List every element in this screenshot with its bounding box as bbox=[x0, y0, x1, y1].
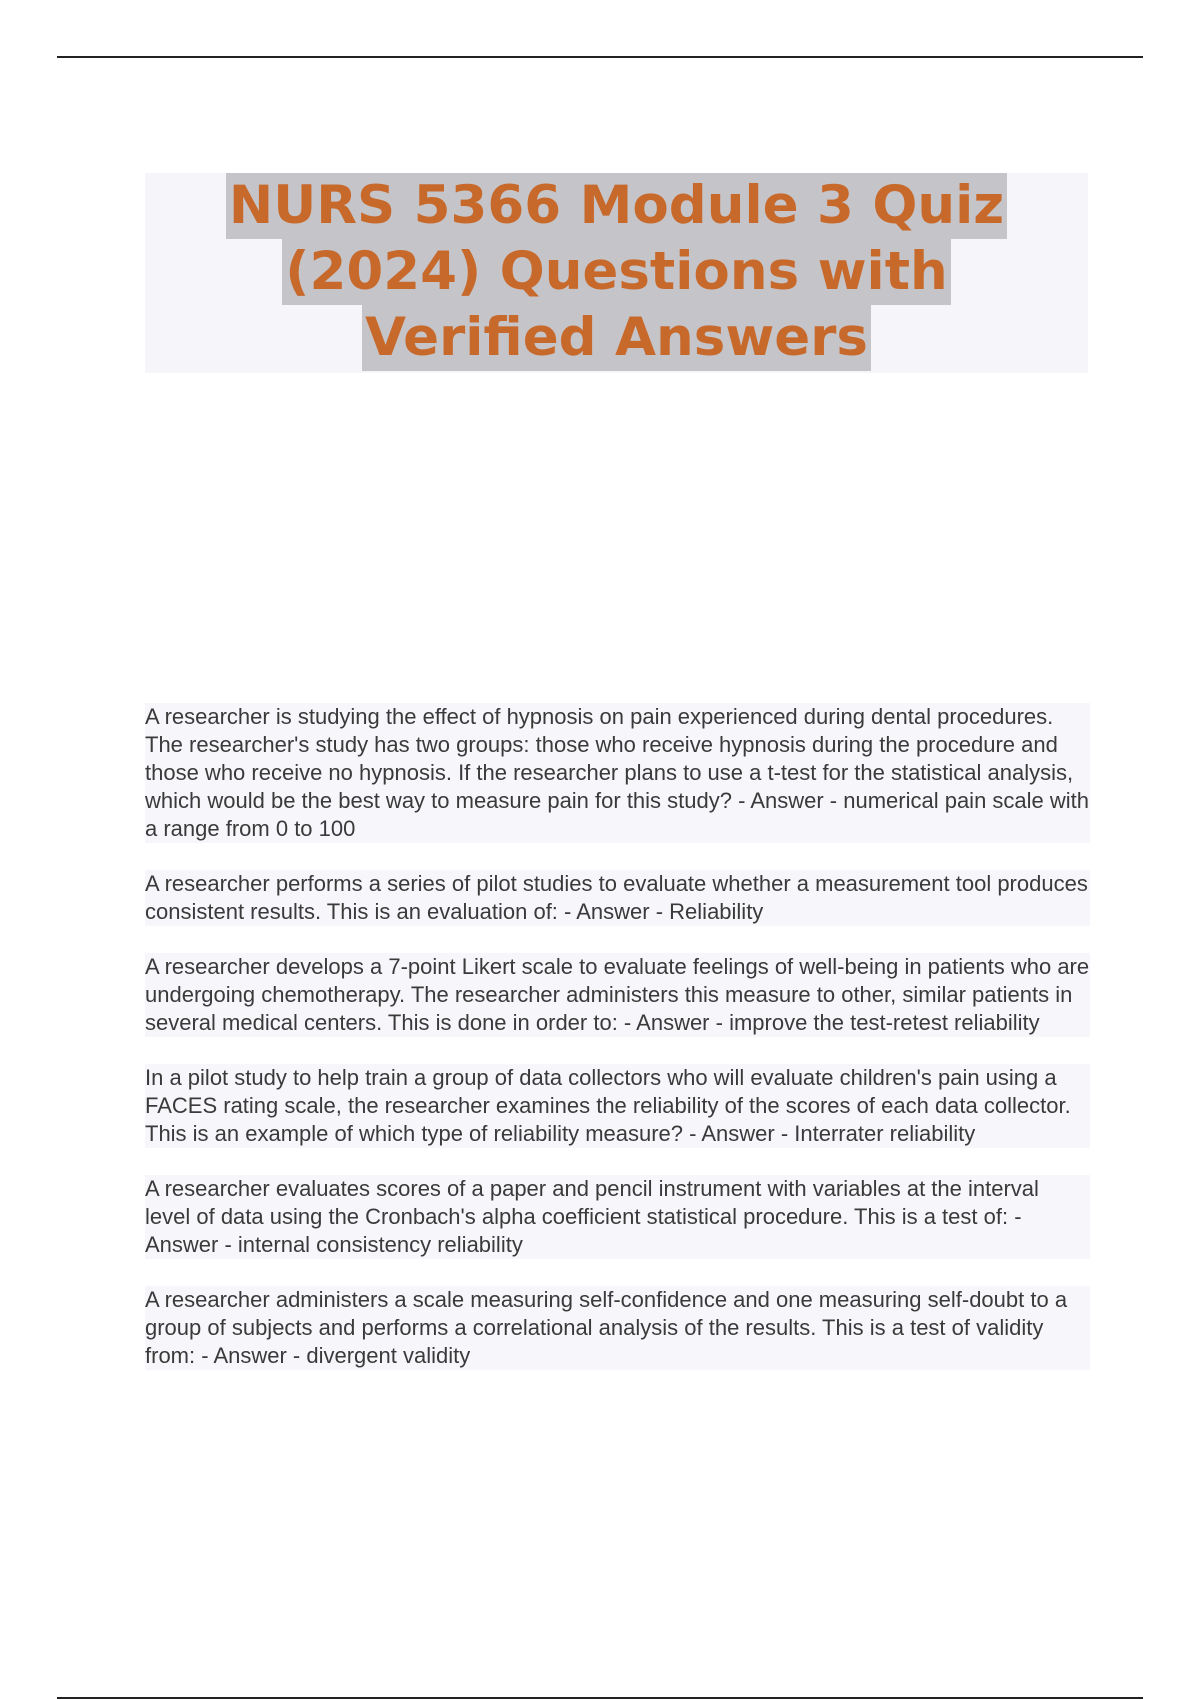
qa-item: A researcher performs a series of pilot studies to evaluate whether a measurement tool produces consistent results. This is an evaluation of: - Answer - Reliability bbox=[145, 870, 1090, 926]
top-rule bbox=[57, 56, 1143, 58]
title-text: Verified Answers bbox=[362, 305, 871, 371]
document-title bbox=[145, 173, 1088, 373]
qa-item: A researcher administers a scale measuring self-confidence and one measuring self-doubt to a group of subjects and performs a correlational analysis of the results. This is a test of validity from: - Answer - divergent validity bbox=[145, 1286, 1090, 1370]
qa-item: In a pilot study to help train a group of data collectors who will evaluate children's pain using a FACES rating scale, the researcher examines the reliability of the scores of each data collector. This is an example of which type of reliability measure? - Answer - Interrater reliability bbox=[145, 1064, 1090, 1148]
title-line bbox=[145, 173, 1088, 239]
title-text: (2024) Questions with bbox=[282, 239, 951, 305]
title-line bbox=[145, 239, 1088, 305]
qa-item: A researcher is studying the effect of hypnosis on pain experienced during dental procedures. The researcher's study has two groups: those who receive hypnosis during the procedure and those who receive no hypnosis. If the researcher plans to use a t-test for the statistical analysis, which would be the best way to measure pain for this study? - Answer - numerical pain scale with a range from 0 to 100 bbox=[145, 704, 1090, 841]
title-text: NURS 5366 Module 3 Quiz bbox=[226, 173, 1007, 239]
title-line bbox=[145, 305, 1088, 371]
question-answer-list bbox=[145, 703, 1090, 1397]
qa-item: A researcher evaluates scores of a paper and pencil instrument with variables at the interval level of data using the Cronbach's alpha coefficient statistical procedure. This is a test of: - Answer - internal consistency reliability bbox=[145, 1175, 1090, 1259]
qa-item: A researcher develops a 7-point Likert scale to evaluate feelings of well-being in patients who are undergoing chemotherapy. The researcher administers this measure to other, similar patients in several medical centers. This is done in order to: - Answer - improve the test-retest reliability bbox=[145, 954, 1090, 1035]
bottom-rule bbox=[57, 1697, 1143, 1699]
